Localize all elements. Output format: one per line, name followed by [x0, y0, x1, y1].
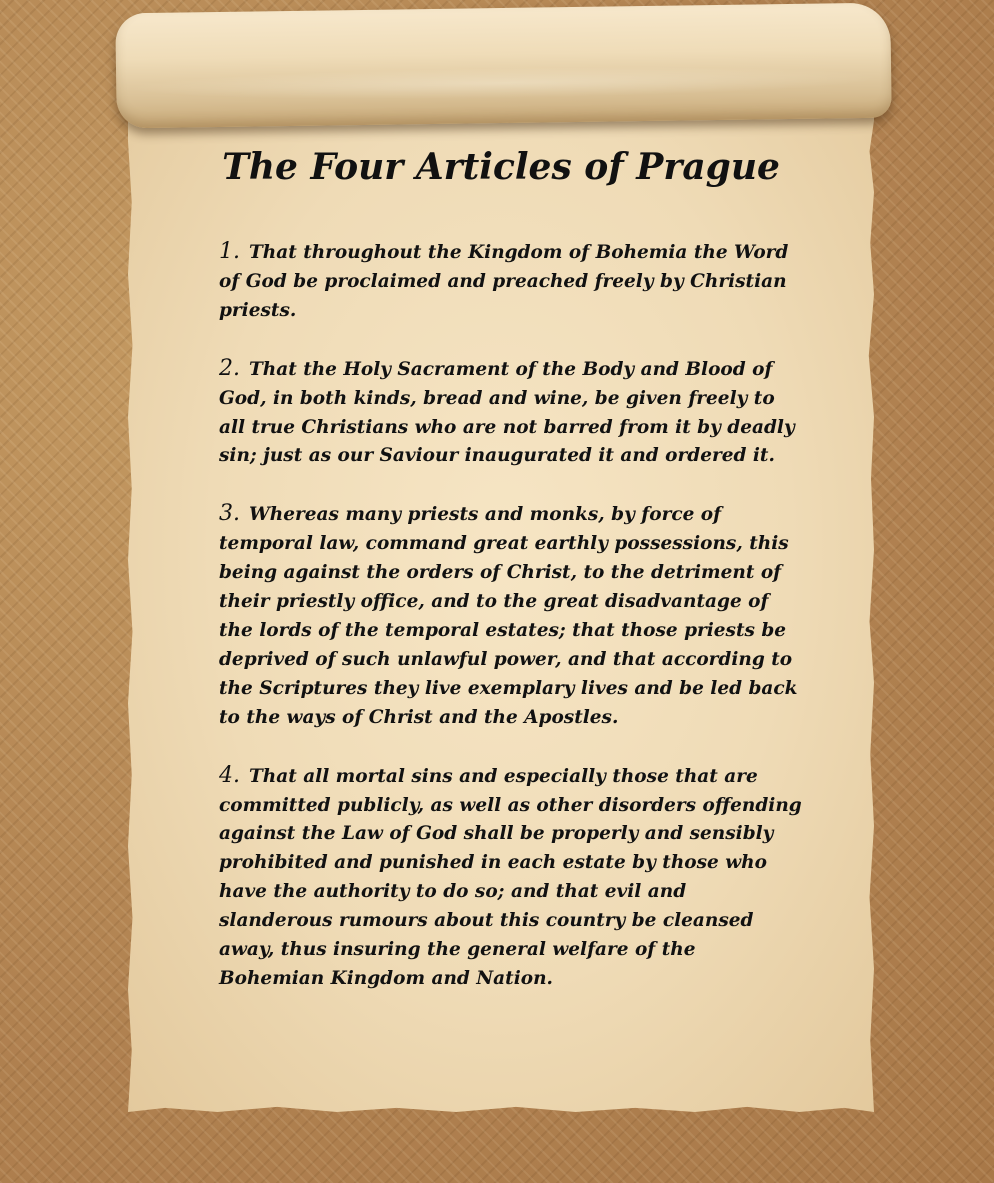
article-2: [219, 355, 804, 472]
articles-list: [219, 238, 804, 1023]
scroll-roll: [115, 3, 892, 129]
article-number: 1.: [219, 239, 240, 264]
article-number: 3.: [219, 501, 240, 527]
article-text: That throughout the Kingdom of Bohemia the Word of God be proclaimed and preached freely by Christian priests.: [219, 242, 789, 321]
article-text: Whereas many priests and monks, by force of temporal law, command great earthly possessions, this being against the orders of Christ, to the detriment of their priestly office, and to the great disadvantage of the lords of the temporal estates; that those priests be deprived of such unlawful power, and that according to the Scriptures they live exemplary lives and be led back to the ways of Christ and the Apostles.: [219, 504, 798, 728]
article-text: That all mortal sins and especially those that are committed publicly, as well as other disorders offending against the Law of God shall be properly and sensibly prohibited and punished in each estate by those who have the authority to do so; and that evil and slanderous rumours about this country be cleansed away, thus insuring the general welfare of the Bohemian Kingdom and Nation.: [219, 765, 802, 989]
article-4: [219, 762, 804, 994]
document-title: The Four Articles of Prague: [222, 146, 780, 188]
article-1: [219, 238, 804, 326]
article-number: 2.: [219, 355, 240, 381]
article-text: That the Holy Sacrament of the Body and Blood of God, in both kinds, bread and wine, be given freely to all true Christians who are not barred from it by deadly sin; just as our Saviour inaugurated it and ordered it.: [219, 358, 795, 467]
article-number: 4.: [219, 762, 240, 788]
article-3: [219, 500, 804, 732]
